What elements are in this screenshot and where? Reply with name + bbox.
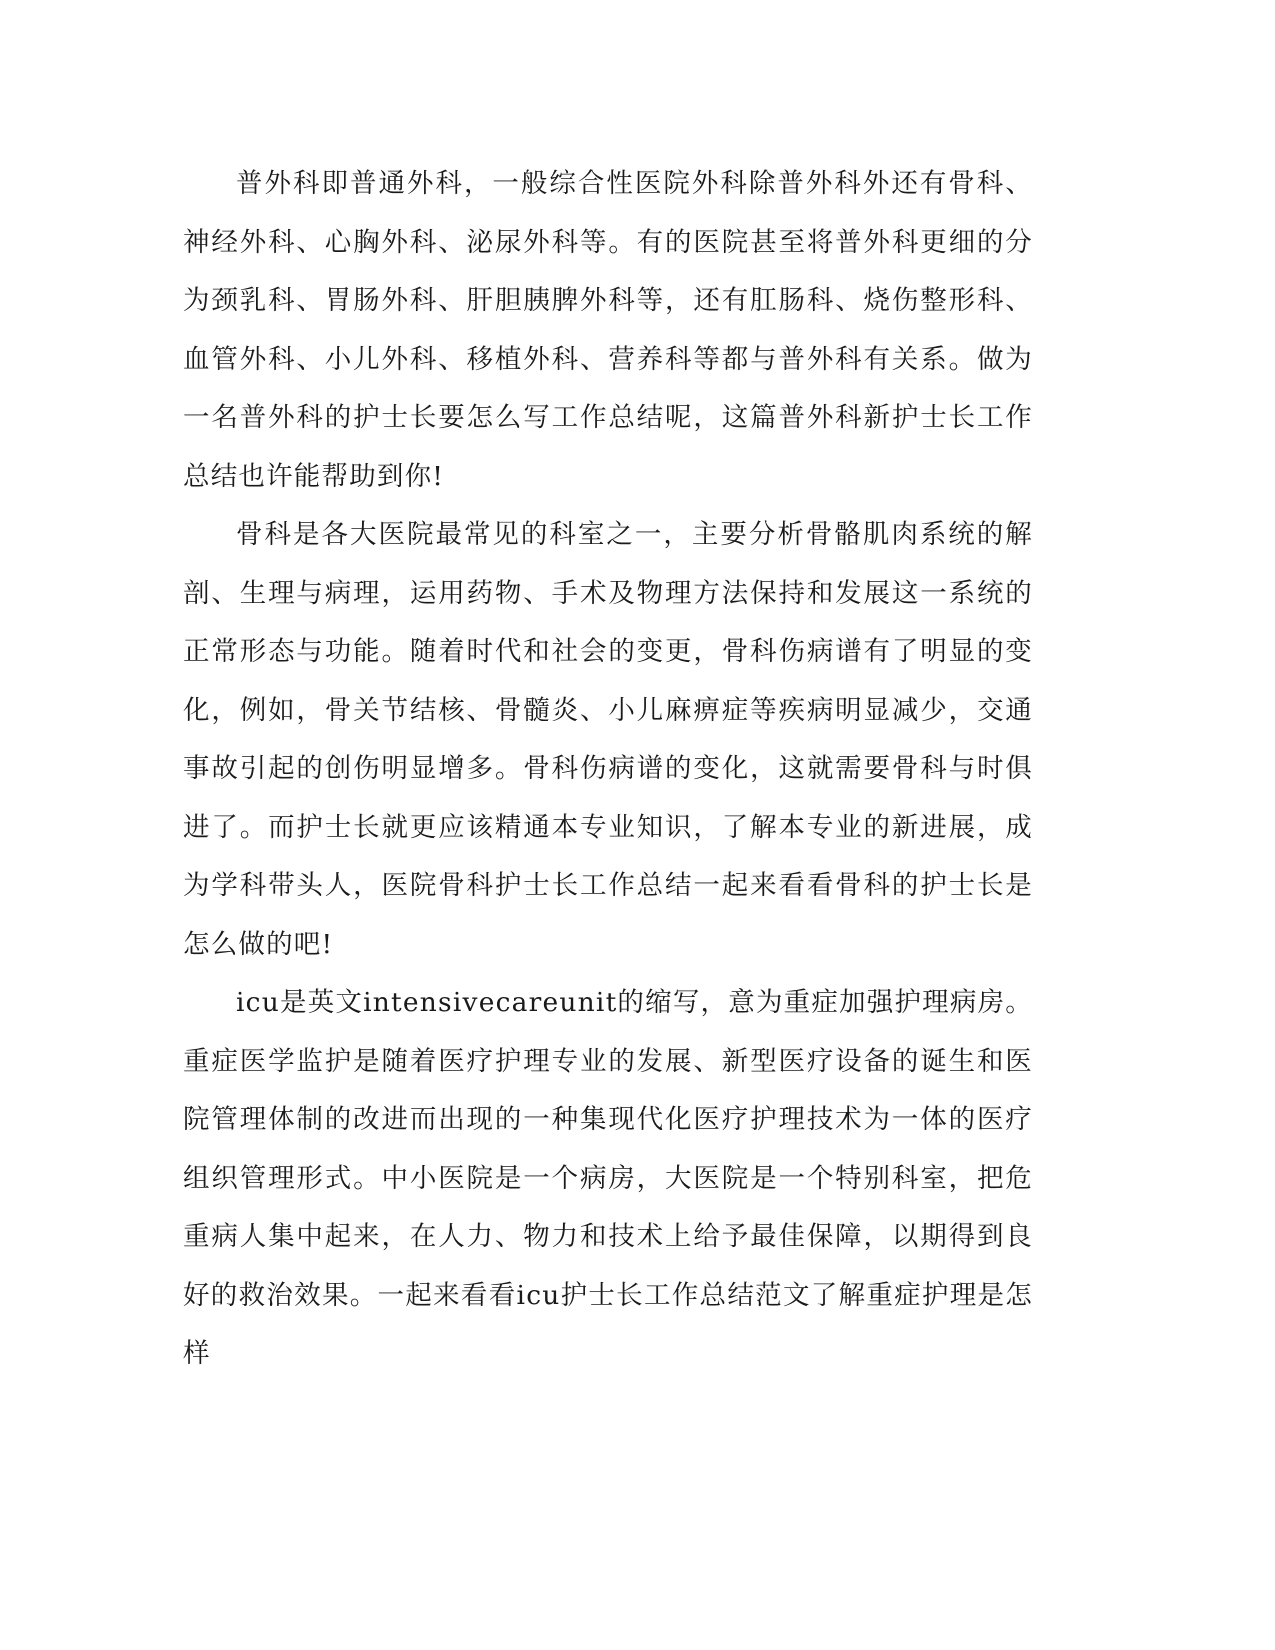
paragraph-general-surgery: 普外科即普通外科，一般综合性医院外科除普外科外还有骨科、神经外科、心胸外科、泌尿外科等。有的医院甚至将普外科更细的分为颈乳科、胃肠外科、肝胆胰脾外科等，还有肛肠科、烧伤整形科、血管外科、小儿外科、移植外科、营养科等都与普外科有关系。做为一名普外科的护士长要怎么写工作总结呢，这篇普外科新护士长工作总结也许能帮助到你! — [183, 168, 1033, 492]
paragraph-orthopedics: 骨科是各大医院最常见的科室之一，主要分析骨骼肌肉系统的解剖、生理与病理，运用药物、手术及物理方法保持和发展这一系统的正常形态与功能。随着时代和社会的变更，骨科伤病谱有了明显的变化，例如，骨关节结核、骨髓炎、小儿麻痹症等疾病明显减少，交通事故引起的创伤明显增多。骨科伤病谱的变化，这就需要骨科与时俱进了。而护士长就更应该精通本专业知识，了解本专业的新进展，成为学科带头人，医院骨科护士长工作总结一起来看看骨科的护士长是怎么做的吧! — [183, 519, 1033, 960]
document-body — [183, 155, 1033, 1384]
paragraph-icu: icu是英文intensivecareunit的缩写，意为重症加强护理病房。重症医学监护是随着医疗护理专业的发展、新型医疗设备的诞生和医院管理体制的改进而出现的一种集现代化医疗护理技术为一体的医疗组织管理形式。中小医院是一个病房，大医院是一个特别科室，把危重病人集中起来，在人力、物力和技术上给予最佳保障，以期得到良好的救治效果。一起来看看icu护士长工作总结范文了解重症护理是怎样 — [183, 987, 1033, 1369]
